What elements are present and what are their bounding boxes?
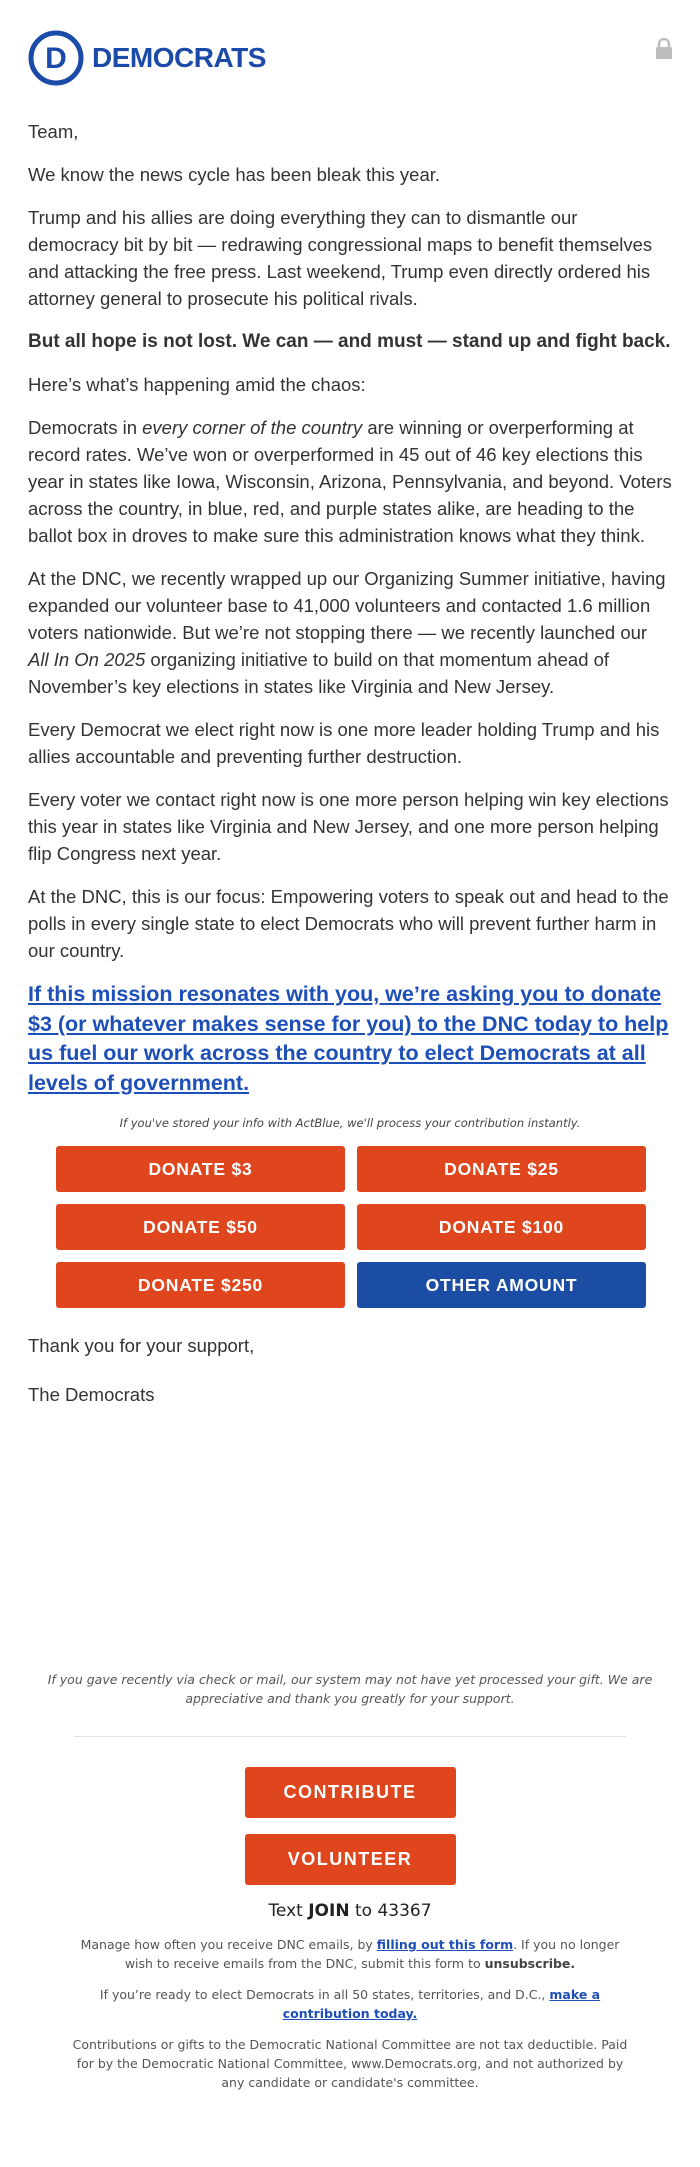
paragraph-news-cycle: We know the news cycle has been bleak this year. (28, 164, 441, 185)
democrats-d-logo-icon (28, 30, 84, 86)
volunteer-button[interactable]: VOLUNTEER (245, 1834, 456, 1885)
p5-text-b: are winning or overperforming at record rates. We’ve won or overperformed in 45 out of 46 key elections this year in states like Iowa, Wisconsin, Arizona, Pennsylvania, and beyond. Voters across the country, in blue, red, and purple states alike, are heading to the ballot box in droves to make sure this administration knows what they think. (28, 417, 672, 546)
paragraph-hope-not-lost: But all hope is not lost. We can — and must — stand up and fight back. (28, 331, 671, 352)
greeting: Team, (28, 121, 79, 142)
thanks-line: Thank you for your support, (28, 1335, 255, 1356)
paragraph-whats-happening: Here’s what’s happening amid the chaos: (28, 374, 366, 395)
p5-emphasis: every corner of the country (142, 417, 363, 438)
footer-divider (74, 1736, 626, 1737)
signature: The Democrats (28, 1384, 155, 1405)
email-header (0, 0, 700, 118)
paragraph-trump-allies: Trump and his allies are doing everything they can to dismantle our democracy bit by bit — redrawing congressional maps to benefit themselves and attacking the free press. Last weekend, Trump even directly ordered his attorney general to prosecute his political rivals. (28, 207, 653, 309)
paragraph-democrats-winning (28, 414, 672, 549)
donate-button-grid (0, 1146, 700, 1308)
paragraph-every-voter: Every voter we contact right now is one more person helping win key elections this year in states like Virginia and New Jersey, and one more person helping flip Congress next year. (28, 789, 669, 864)
gift-processing-note: If you gave recently via check or mail, our system may not have yet processed your gift. We are appreciative and thank you greatly for your support. (47, 1672, 653, 1706)
unsubscribe-text[interactable]: unsubscribe. (484, 1956, 576, 1971)
logo-letter: D (45, 42, 67, 75)
text-keyword: JOIN (308, 1901, 350, 1921)
p6-emphasis: All In On 2025 (28, 649, 146, 670)
paragraph-dnc-focus: At the DNC, this is our focus: Empowering voters to speak out and head to the polls in every single state to elect Democrats who will prevent further harm in our country. (28, 886, 669, 961)
ready-contribute-note (0, 1985, 700, 2023)
democrats-logo[interactable] (28, 30, 266, 86)
p6-text-b: organizing initiative to build on that momentum ahead of November’s key elections in states like Virginia and New Jersey. (28, 649, 610, 697)
lock-icon (654, 38, 674, 60)
text-join-line (0, 1901, 700, 1921)
donate-100-button[interactable]: DONATE $100 (357, 1204, 646, 1250)
manage-text-b: . If you no longer wish to receive emails from the DNC, submit this form to (124, 1937, 620, 1971)
actblue-note: If you've stored your info with ActBlue, we'll process your contribution instantly. (119, 1116, 581, 1130)
other-amount-button[interactable]: OTHER AMOUNT (357, 1262, 646, 1308)
make-contribution-link[interactable]: make a contribution today. (282, 1987, 601, 2021)
ready-text: If you’re ready to elect Democrats in all 50 states, territories, and D.C., (99, 1987, 550, 2002)
p5-text-a: Democrats in (28, 417, 143, 438)
manage-form-link[interactable]: filling out this form (376, 1937, 514, 1952)
email-body (0, 118, 700, 1098)
contribute-button[interactable]: CONTRIBUTE (245, 1767, 456, 1818)
signoff (0, 1332, 700, 1408)
donate-cta-link[interactable]: If this mission resonates with you, we’re asking you to donate $3 (or whatever makes sense for you) to the DNC today to help us fuel our work across the country to elect Democrats at all levels of government. (28, 982, 669, 1095)
donate-3-button[interactable]: DONATE $3 (56, 1146, 345, 1192)
paragraph-every-democrat: Every Democrat we elect right now is one more leader holding Trump and his allies accountable and preventing further destruction. (28, 719, 660, 767)
legal-disclaimer: Contributions or gifts to the Democratic National Committee are not tax deductible. Paid for by the Democratic National Committee, www.Democrats.org, and not authorized by any candidate or candidate's committee. (72, 2037, 628, 2090)
donate-250-button[interactable]: DONATE $250 (56, 1262, 345, 1308)
logo-wordmark: DEMOCRATS (92, 42, 266, 73)
p6-text-a: At the DNC, we recently wrapped up our Organizing Summer initiative, having expanded our volunteer base to 41,000 volunteers and contacted 1.6 million voters nationwide. But we’re not stopping there — we recently launched our (28, 568, 666, 643)
paragraph-dnc-organizing (28, 565, 672, 700)
donate-25-button[interactable]: DONATE $25 (357, 1146, 646, 1192)
email-footer (0, 1670, 700, 2104)
manage-emails-note (0, 1935, 700, 1973)
donate-50-button[interactable]: DONATE $50 (56, 1204, 345, 1250)
text-prefix: Text (268, 1901, 309, 1921)
text-suffix: to 43367 (349, 1901, 432, 1921)
manage-text-a: Manage how often you receive DNC emails, by (80, 1937, 377, 1952)
